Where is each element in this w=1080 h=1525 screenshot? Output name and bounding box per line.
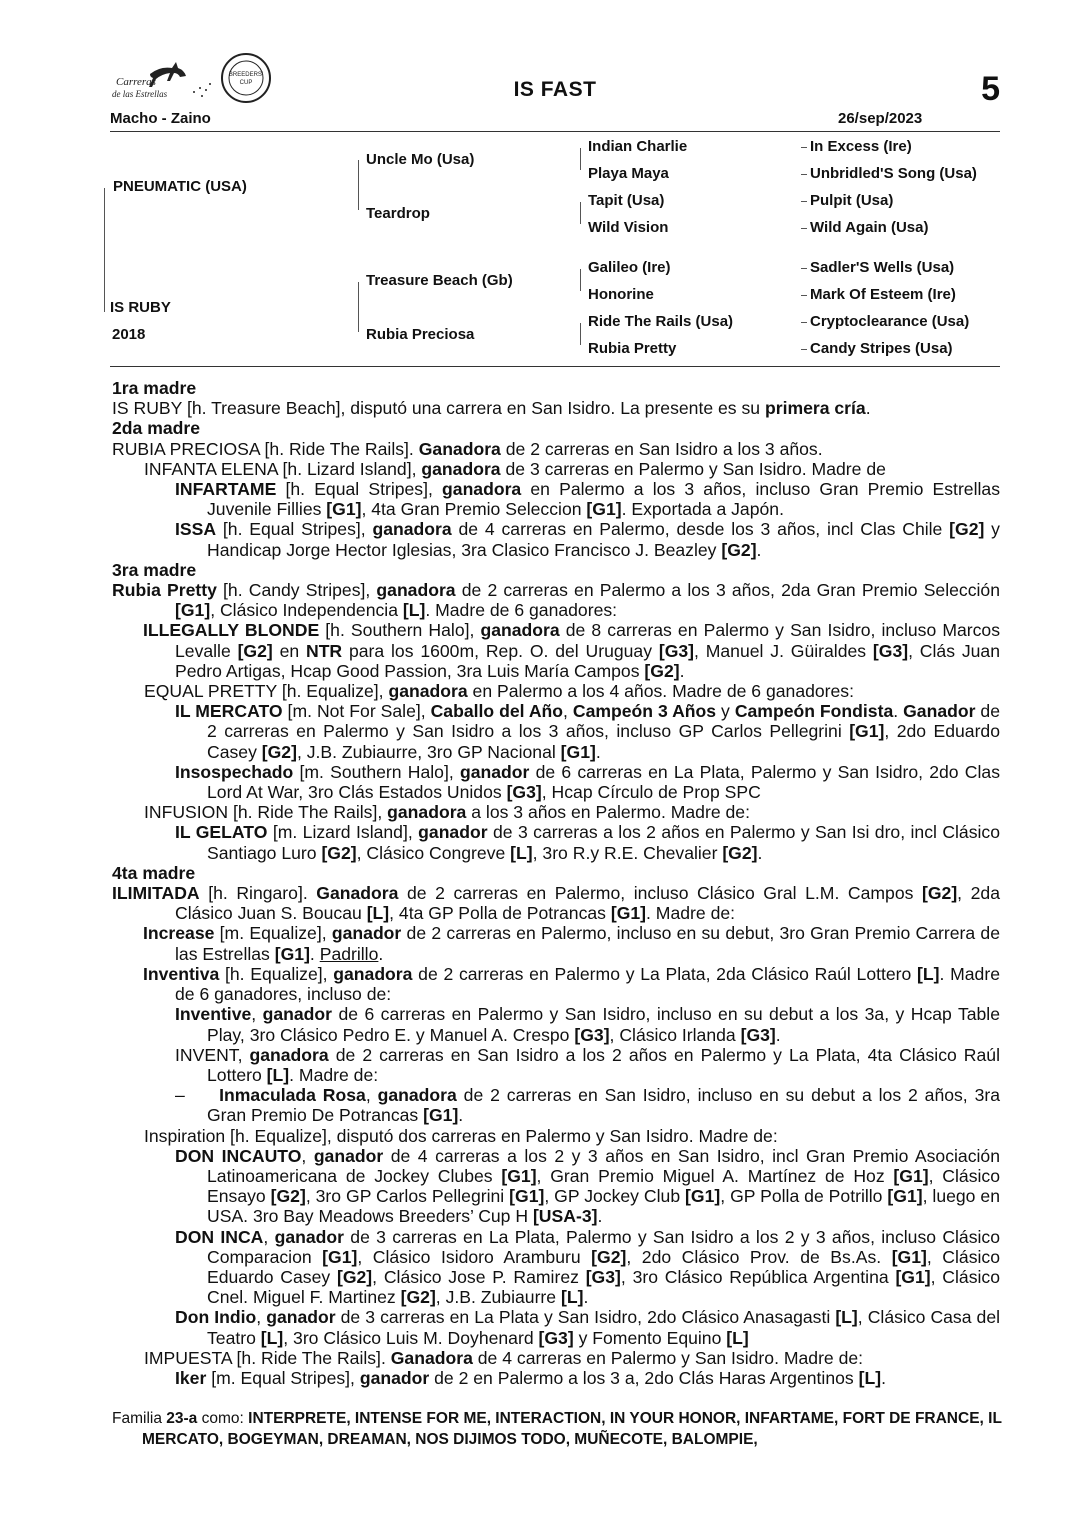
produce-entry: Don Indio, ganador de 3 carreras en La Plata y San Isidro, 2do Clásico Anasagasti [L], Clásico Casa del Teatro [L], 3ro Clásico Luis M. Doyhenard [G3] y Fomento Equino [L] [175, 1307, 1001, 1348]
bracket [358, 282, 359, 332]
produce-entry: Insospechado [m. Southern Halo], ganador de 6 carreras en La Plata, Palermo y San Isidro, 2do Clas Lord At War, 3ro Clás Estados Unidos [G3], Hcap Círculo de Prop SPC [175, 761, 1000, 803]
produce-entry: Increase [m. Equalize], ganador de 2 carreras en Palermo, incluso en su debut, 3ro Gran Premio Carrera de las Estrellas [G1]. Padrillo. [143, 923, 1000, 964]
produce-entry: DON INCAUTO, ganador de 4 carreras a los 2 y 3 años en San Isidro, incl Gran Premio Asociación Latinoamericana de Jockey Clubes [G1], Gran Premio Miguel A. Martínez de Hoz [G1], Clásico Ensayo [G2], 3ro GP Carlos Pellegrini [G1], GP Jockey Club [G1], GP Polla de Potrillo [G1], luego en USA. 3ro Bay Meadows Breeders’ Cup H [USA-3]. [175, 1145, 1000, 1227]
dash [801, 268, 807, 269]
pedigree-gen2: Uncle Mo (Usa) [366, 151, 475, 168]
svg-text:Carreras: Carreras [116, 76, 156, 88]
pedigree-rule [110, 366, 1000, 367]
lot-number: 5 [981, 70, 1000, 108]
svg-text:CUP: CUP [239, 80, 253, 86]
dam-year: 2018 [112, 326, 146, 343]
bracket [358, 160, 359, 210]
pedigree-gen4: Unbridled'S Song (Usa) [810, 165, 977, 182]
dam-entry: ILIMITADA [h. Ringaro]. Ganadora de 2 carreras en Palermo, incluso Clásico Gral L.M. Campos [G2], 2da Clásico Juan S. Boucau [L], 4ta GP Polla de Potrancas [G1]. Madre de: [112, 883, 1000, 924]
produce-entry: INFUSION [h. Ride The Rails], ganadora a los 3 años en Palermo. Madre de: [144, 802, 750, 823]
catalog-body [112, 378, 1000, 1388]
bracket [580, 148, 581, 170]
pedigree-gen3: Indian Charlie [588, 138, 688, 155]
produce-entry: – Inmaculada Rosa, ganadora de 2 carreras en San Isidro, incluso en su debut a los 2 años, 3ra Gran Premio De Potrancas [G1]. [175, 1085, 1000, 1126]
dam-name: IS RUBY [110, 299, 171, 316]
produce-entry: IMPUESTA [h. Ride The Rails]. Ganadora de 4 carreras en Palermo y San Isidro. Madre de: [144, 1347, 864, 1368]
dash [801, 322, 807, 323]
produce-entry: Inventiva [h. Equalize], ganadora de 2 carreras en Palermo y La Plata, 2da Clásico Raúl Lottero [L]. Madre de 6 ganadores, incluso de: [143, 963, 1000, 1005]
dam-entry: Rubia Pretty [h. Candy Stripes], ganadora de 2 carreras en Palermo a los 3 años, 2da Gran Premio Selección [G1], Clásico Independencia [L]. Madre de 6 ganadores: [112, 580, 1000, 621]
produce-entry: Inventive, ganador de 6 carreras en Palermo y San Isidro, incluso en su debut a los 3a, y Hcap Table Play, 3ro Clásico Pedro E. y Manuel A. Crespo [G3], Clásico Irlanda [G3]. [175, 1004, 1001, 1045]
svg-text:de las Estrellas: de las Estrellas [112, 89, 168, 99]
pedigree-gen3: Rubia Pretty [588, 340, 677, 357]
pedigree-gen4: In Excess (Ire) [810, 138, 912, 155]
dash [801, 228, 807, 229]
produce-entry: INFANTA ELENA [h. Lizard Island], ganadora de 3 carreras en Palermo y San Isidro. Madre de [144, 458, 886, 479]
horse-name: IS FAST [513, 78, 597, 101]
dash [801, 295, 807, 296]
family-footer [112, 1408, 1002, 1450]
pedigree-gen2: Rubia Preciosa [366, 326, 475, 343]
produce-entry: INVENT, ganadora de 2 carreras en San Isidro a los 2 años en Palermo y La Plata, 4ta Clásico Raúl Lottero [L]. Madre de: [175, 1044, 1000, 1085]
section-heading: 1ra madre [112, 378, 197, 398]
bracket [580, 202, 581, 224]
pedigree-table [0, 0, 1080, 380]
family-number: 23-a [166, 1410, 198, 1427]
pedigree-gen4: Cryptoclearance (Usa) [810, 313, 970, 330]
produce-entry: EQUAL PRETTY [h. Equalize], ganadora en Palermo a los 4 años. Madre de 6 ganadores: [144, 681, 854, 702]
section-heading: 3ra madre [112, 559, 197, 580]
pedigree-gen4: Wild Again (Usa) [810, 219, 929, 236]
produce-entry: DON INCA, ganador de 3 carreras en La Plata, Palermo y San Isidro a los 2 y 3 años, incluso Clásico Comparacion [G1], Clásico Isidoro Aramburu [G2], 2do Clásico Prov. de Bs.As. [G1], Clásico Eduardo Casey [G2], Clásico Jose P. Ramirez [G3], 3ro Clásico República Argentina [G1], Clásico Cnel. Miguel F. Martinez [G2], J.B. Zubiaurre [L]. [175, 1226, 1001, 1308]
pedigree-gen3: Honorine [588, 286, 654, 303]
dash [801, 201, 807, 202]
produce-entry: Inspiration [h. Equalize], disputó dos carreras en Palermo y San Isidro. Madre de: [144, 1125, 778, 1146]
dam-entry: RUBIA PRECIOSA [h. Ride The Rails]. Ganadora de 2 carreras en San Isidro a los 3 años. [112, 438, 823, 459]
family-como: como: [201, 1410, 244, 1427]
produce-entry: IL GELATO [m. Lizard Island], ganador de 3 carreras a los 2 años en Palermo y San Isi dro, incl Clásico Santiago Luro [G2], Clásico Congreve [L], 3ro R.y R.E. Chevalier [G2]. [175, 822, 1001, 863]
bracket [104, 188, 105, 312]
bracket [580, 269, 581, 291]
pedigree-gen3: Ride The Rails (Usa) [588, 313, 734, 330]
pedigree-gen3: Galileo (Ire) [588, 259, 671, 276]
pedigree-gen2: Treasure Beach (Gb) [366, 272, 513, 289]
pedigree-gen2: Teardrop [366, 205, 430, 222]
sire-name: PNEUMATIC (USA) [113, 178, 247, 195]
pedigree-gen4: Sadler'S Wells (Usa) [810, 259, 955, 276]
pedigree-gen3: Playa Maya [588, 165, 669, 182]
pedigree-gen3: Wild Vision [588, 219, 669, 236]
bracket [580, 323, 581, 345]
produce-entry: Iker [m. Equal Stripes], ganador de 2 en Palermo a los 3 a, 2do Clás Haras Argentinos [L]. [175, 1367, 886, 1388]
produce-entry: INFARTAME [h. Equal Stripes], ganadora en Palermo a los 3 años, incluso Gran Premio Estrellas Juvenile Fillies [G1], 4ta Gran Premio Seleccion [G1]. Exportada a Japón. [175, 479, 1000, 520]
sex-color: Macho - Zaino [110, 110, 211, 127]
dash [801, 174, 807, 175]
pedigree-gen3: Tapit (Usa) [588, 192, 665, 209]
family-list: INTERPRETE, INTENSE FOR ME, INTERACTION, IN YOUR HONOR, INFARTAME, FORT DE FRANCE, IL MERCATO, BOGEYMAN, DREAMAN, NOS DIJIMOS TODO, MUÑECOTE, BALOMPIE, [142, 1410, 1002, 1448]
produce-entry: ISSA [h. Equal Stripes], ganadora de 4 carreras en Palermo, desde los 3 años, incl Clas Chile [G2] y Handicap Jorge Hector Iglesias, 3ra Clasico Francisco J. Beazley [G2]. [175, 519, 1000, 560]
produce-entry: ILLEGALLY BLONDE [h. Southern Halo], ganadora de 8 carreras en Palermo y San Isidro, incluso Marcos Levalle [G2] en NTR para los 1600m, Rep. O. del Uruguay [G3], Manuel J. Güiraldes [G3], Clás Juan Pedro Artigas, Hcap Good Passion, 3ra Luis María Campos [G2]. [143, 620, 1000, 681]
dash [801, 147, 807, 148]
family-prefix: Familia [112, 1410, 162, 1427]
section-heading: 4ta madre [112, 862, 196, 883]
pedigree-gen4: Candy Stripes (Usa) [810, 340, 953, 357]
dash [801, 349, 807, 350]
sale-date: 26/sep/2023 [838, 110, 923, 127]
produce-entry: IL MERCATO [m. Not For Sale], Caballo del Año, Campeón 3 Años y Campeón Fondista. Ganador de 2 carreras en Palermo y San Isidro a los 3 años, incluso GP Carlos Pellegrini [G1], 2do Eduardo Casey [G2], J.B. Zubiaurre, 3ro GP Nacional [G1]. [175, 701, 1000, 762]
section-heading: 2da madre [112, 418, 201, 439]
pedigree-gen4: Mark Of Esteem (Ire) [810, 286, 956, 303]
svg-text:BREEDERS': BREEDERS' [228, 72, 264, 78]
dam-entry: IS RUBY [h. Treasure Beach], disputó una carrera en San Isidro. La presente es su primera cría. [112, 398, 871, 419]
pedigree-gen4: Pulpit (Usa) [810, 192, 894, 209]
